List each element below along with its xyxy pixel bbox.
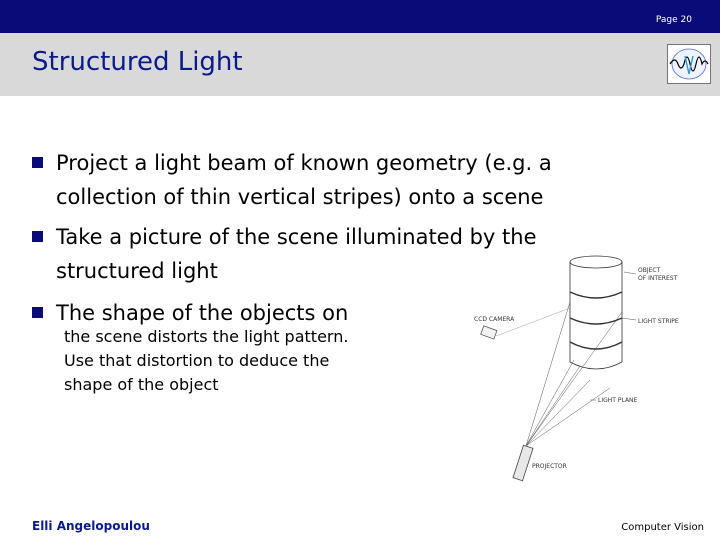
footer-course: Computer Vision [621,522,704,533]
sub-line-1: the scene distorts the light pattern. [64,327,349,346]
title-bar [0,33,720,96]
top-bar [0,0,720,33]
projector-shape [513,445,533,480]
label-light-plane: LIGHT PLANE [598,397,638,404]
bullet-square [32,231,43,242]
diagram-labels [474,267,679,470]
structured-light-diagram [470,250,690,490]
light-rays [526,302,622,446]
footer-author: Elli Angelopoulou [32,519,150,533]
bullet-1-line-2: collection of thin vertical stripes) onto a scene [56,185,544,209]
sub-line-2: Use that distortion to deduce the [64,351,330,370]
label-camera: CCD CAMERA [474,316,515,323]
slide-title: Structured Light [32,47,243,77]
bullet-3-continuation [64,325,348,397]
bullet-2-line-2: structured light [56,259,218,283]
label-stripe: LIGHT STRIPE [638,318,679,325]
label-object-2: OF INTEREST [638,275,678,282]
bullet-square [32,157,43,168]
label-object-1: OBJECT [638,267,661,274]
camera-shape [481,308,570,339]
sub-line-3: shape of the object [64,375,219,394]
bullet-3-line-1: The shape of the objects on [56,301,349,325]
bullet-square [32,307,43,318]
cylinder-object [570,256,622,369]
bullet-1-line-1: Project a light beam of known geometry (e.g. a [56,151,552,175]
page-number: Page 20 [655,15,692,25]
bullet-2-line-1: Take a picture of the scene illuminated by the [56,225,537,249]
label-projector: PROJECTOR [532,463,567,470]
wave-logo-icon [667,44,711,84]
